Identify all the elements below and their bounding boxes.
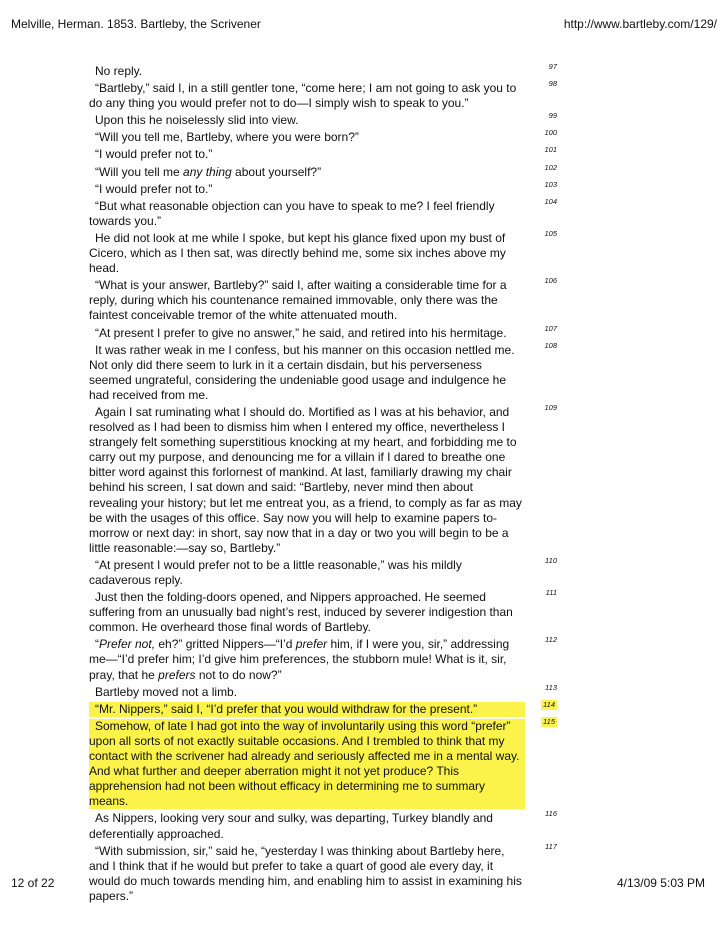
paragraph — [89, 323, 557, 341]
paragraph-text: He did not look at me while I spoke, but kept his glance fixed upon my bust of Cicero, which as I then sat, was directly behind me, some six inches above my head. — [89, 230, 506, 276]
paragraph-text: It was rather weak in me I confess, but his manner on this occasion nettled me. Not only did there seem to lurk in it a certain disdain, but his perverseness seemed ungrateful, considering the undeniable good usage and indulgence he had received from me. — [89, 342, 515, 402]
paragraph-text: “At present I prefer to give no answer,” he said, and retired into his hermitage. — [95, 325, 507, 340]
paragraph — [89, 340, 557, 403]
paragraph-text: Upon this he noiselessly slid into view. — [95, 113, 299, 128]
paragraph-number: 105 — [544, 228, 557, 238]
paragraph-text: Somehow, of late I had got into the way of involuntarily using this word “prefer” upon all sorts of not exactly suitable occasions. And I trembled to think that my contact with the scrivener had already and seriously affected me in a mental way. And what further and deeper aberration might it not yet produce? This apprehension had not been without efficacy in determining me to summary means. — [89, 719, 525, 810]
paragraph — [89, 196, 557, 229]
paragraph — [89, 111, 557, 128]
paragraph-text: “But what reasonable objection can you have to speak to me? I feel friendly towards you.” — [89, 198, 495, 228]
paragraph-text: “Mr. Nippers,” said I, “I’d prefer that you would withdraw for the present.” — [89, 702, 525, 717]
paragraph-number: 103 — [544, 179, 557, 189]
paragraph-number: 117 — [545, 841, 557, 851]
paragraph-number: 102 — [544, 162, 557, 172]
paragraph — [89, 716, 555, 810]
document-source-header: Melville, Herman. 1853. Bartleby, the Scrivener — [11, 17, 261, 31]
page-counter: 12 of 22 — [11, 876, 55, 890]
paragraph-number: 106 — [544, 276, 557, 286]
paragraph-number: 113 — [545, 682, 557, 692]
paragraph-text: “I would prefer not to.” — [95, 147, 213, 162]
print-timestamp: 4/13/09 5:03 PM — [616, 876, 705, 890]
paragraph — [89, 588, 557, 635]
paragraph-number: 99 — [548, 111, 557, 121]
document-body — [89, 62, 557, 906]
paragraph-text: No reply. — [95, 64, 143, 78]
paragraph-text: “With submission, sir,” said he, “yesterday I was thinking about Bartleby here, and I think that if he would but prefer to take a quart of good ale every day, it would do much towards mending him, and enabling him to assist in examining his papers.” — [89, 843, 522, 903]
paragraph — [89, 79, 557, 111]
paragraph-text: “I would prefer not to.” — [95, 181, 213, 196]
paragraph-number: 110 — [545, 555, 557, 565]
paragraph-text: Just then the folding-doors opened, and Nippers approached. He seemed suffering from an unusually bad night’s rest, induced by severer indigestion than common. He overheard those final words of Bartleby. — [89, 590, 513, 635]
paragraph-text: “Bartleby,” said I, in a still gentler tone, “come here; I am not going to ask you to do any thing you would prefer not to do—I simply wish to speak to you.” — [89, 81, 517, 111]
paragraph-number: 112 — [545, 635, 557, 645]
paragraph — [89, 555, 557, 588]
paragraph-number: 108 — [544, 340, 557, 350]
paragraph-text: “Will you tell me, Bartleby, where you were born?” — [95, 130, 359, 145]
paragraph-number: 107 — [544, 323, 557, 333]
paragraph — [89, 162, 557, 180]
paragraph — [89, 62, 557, 79]
paragraph-number: 101 — [544, 145, 557, 155]
paragraph — [89, 179, 557, 197]
paragraph-number: 104 — [544, 196, 557, 206]
paragraph-number: 98 — [548, 79, 557, 89]
paragraph — [89, 276, 557, 323]
paragraph-text: “Prefer not, eh?” gritted Nippers—“I’d prefer him, if I were you, sir,” addressing me—“I’d prefer him; I’d give him preferences, the stubborn mule! What is it, sir, pray, that he prefers not to do now?” — [89, 637, 510, 682]
paragraph-number: 116 — [545, 809, 557, 819]
paragraph — [89, 699, 555, 717]
paragraph — [89, 635, 557, 682]
paragraph-number: 115 — [543, 716, 555, 726]
paragraph — [89, 228, 557, 276]
paragraph-text: “At present I would prefer not to be a little reasonable,” was his mildly cadaverous reply. — [89, 557, 462, 587]
paragraph-text: “Will you tell me any thing about yourself?” — [95, 164, 322, 179]
paragraph-text: Bartleby moved not a limb. — [95, 684, 238, 699]
paragraph-number: 114 — [543, 699, 555, 709]
paragraph-number: 111 — [545, 588, 557, 598]
paragraph-text: “What is your answer, Bartleby?” said I, after waiting a considerable time for a reply, during which his countenance remained immovable, only there was the faintest conceivable tremor of the white attenuated mouth. — [89, 278, 507, 323]
paragraph-text: Again I sat ruminating what I should do. Mortified as I was at his behavior, and resolved as I had been to dismiss him when I entered my office, nevertheless I strangely felt something superstitious knocking at my heart, and forbidding me to carry out my purpose, and denouncing me for a villain if I dared to breathe one bitter word against this forlornest of mankind. At last, familiarly drawing my chair behind his screen, I sat down and said: “Bartleby, never mind then about revealing your history; but let me entreat you, as a friend, to comply as far as may be with the usages of this office. Say now you will help to examine papers to-morrow or next day: in short, say now that in a day or two you will begin to be a little reasonable:—say so, Bartleby.” — [89, 404, 522, 555]
paragraph — [89, 402, 557, 556]
paragraph-text: As Nippers, looking very sour and sulky, was departing, Turkey blandly and deferentially approached. — [89, 811, 493, 841]
paragraph — [89, 145, 557, 162]
source-url-link[interactable]: http://www.bartleby.com/129/ — [563, 17, 717, 31]
paragraph — [89, 682, 557, 700]
paragraph-number: 97 — [548, 62, 557, 71]
paragraph — [89, 128, 557, 145]
paragraph-number: 100 — [544, 128, 557, 138]
paragraph — [89, 841, 557, 904]
paragraph — [89, 809, 557, 841]
paragraph-number: 109 — [544, 402, 557, 412]
